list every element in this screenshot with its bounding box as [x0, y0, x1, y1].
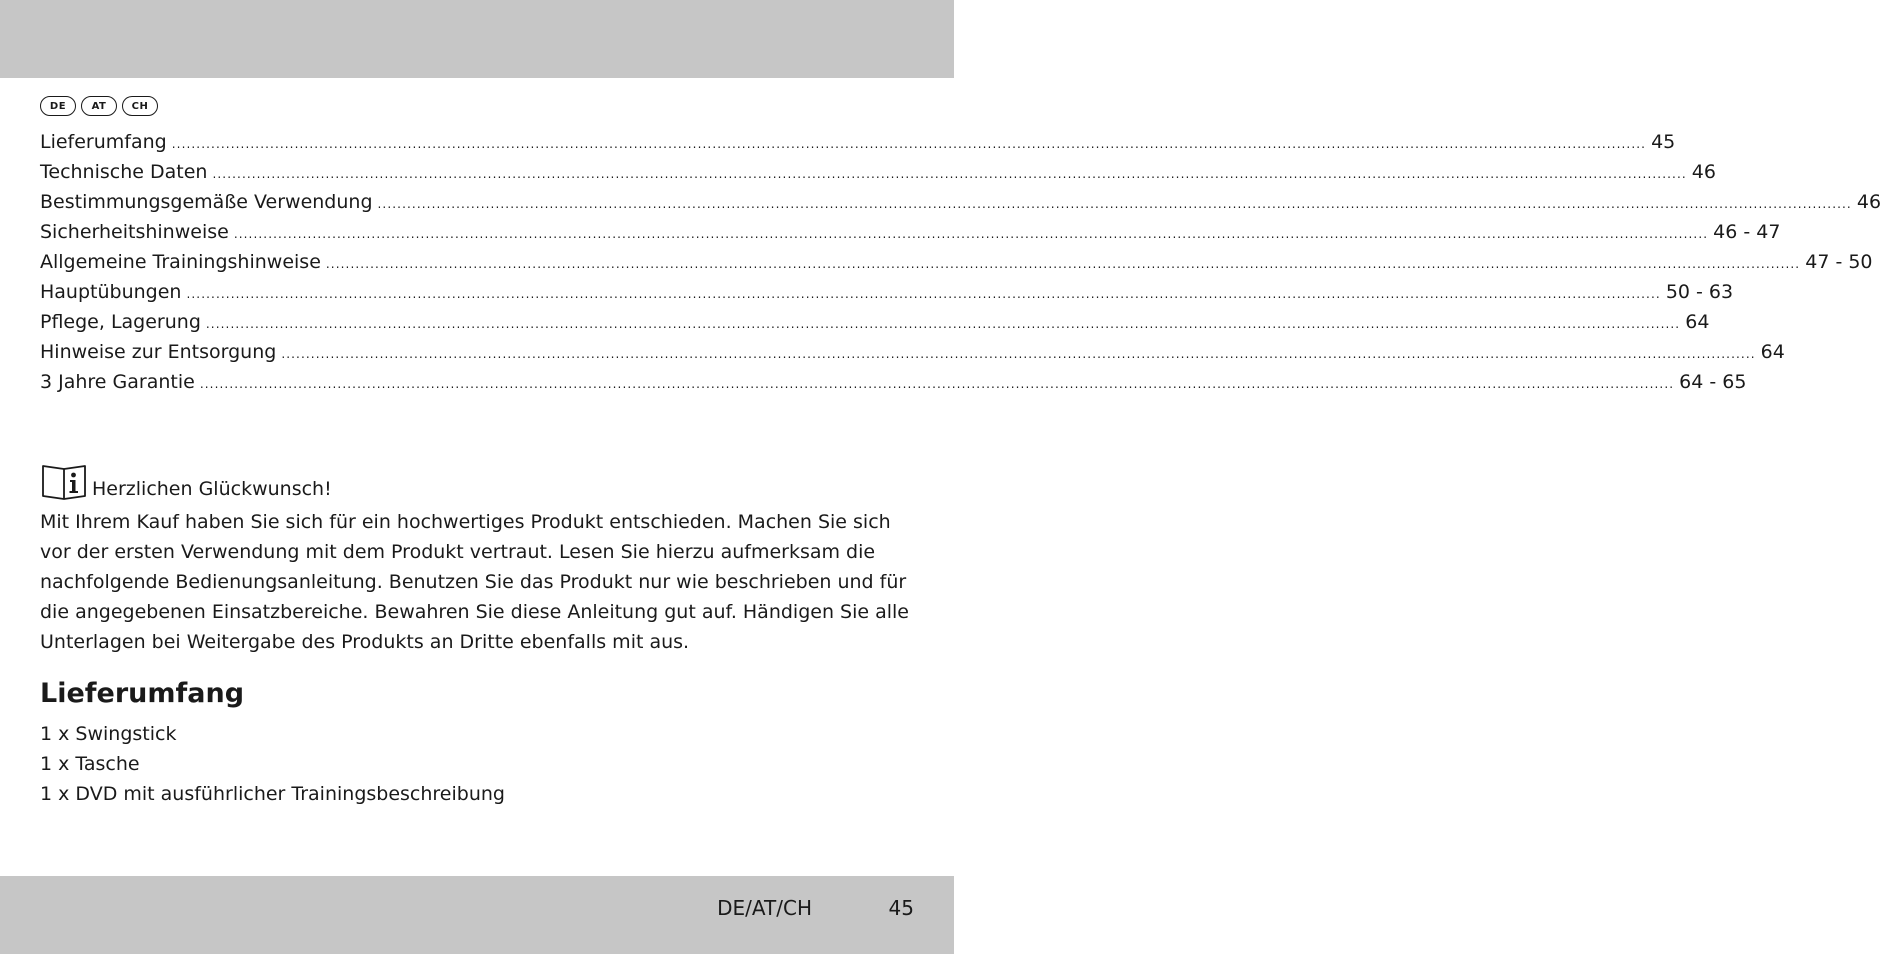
list-item: 1 x DVD mit ausführlicher Trainingsbeschreibung	[40, 783, 505, 805]
toc-title: Bestimmungsgemäße Verwendung	[40, 191, 373, 213]
toc-leader: ............................................................................................................................................................................................................................................................................................................	[186, 287, 1661, 301]
toc-page: 64	[1760, 341, 1785, 363]
toc-title: Hauptübungen	[40, 281, 182, 303]
toc-page: 46	[1856, 191, 1881, 213]
toc-entry-pflege[interactable]	[40, 307, 1710, 337]
toc-title: Lieferumfang	[40, 131, 167, 153]
page-number: 45	[888, 896, 914, 920]
toc-entry-technische-daten[interactable]	[40, 157, 1716, 187]
list-item: 1 x Tasche	[40, 753, 140, 775]
info-heading: Herzlichen Glückwunsch!	[92, 478, 332, 500]
toc-title: Allgemeine Trainingshinweise	[40, 251, 321, 273]
toc-title: Sicherheitshinweise	[40, 221, 229, 243]
badge-at: AT	[81, 96, 117, 116]
toc-entry-garantie[interactable]	[40, 367, 1747, 397]
table-of-contents	[40, 127, 1881, 397]
info-book-icon	[40, 462, 88, 502]
toc-entry-sicherheitshinweise[interactable]	[40, 217, 1781, 247]
badge-de: DE	[40, 96, 76, 116]
toc-title: Pflege, Lagerung	[40, 311, 201, 333]
intro-paragraph: Mit Ihrem Kauf haben Sie sich für ein hochwertiges Produkt entschieden. Machen Sie sich vor der ersten Verwendung mit dem Produkt vertraut. Lesen Sie hierzu aufmerksam die nachfolgende Bedienungsanleitung. Benutzen Sie das Produkt nur wie beschrieben und für die angegebenen Einsatzbereiche. Bewahren Sie diese Anleitung gut auf. Händigen Sie alle Unterlagen bei Weitergabe des Produkts an Dritte ebenfalls mit aus.	[40, 511, 909, 653]
toc-page: 64 - 65	[1679, 371, 1747, 393]
delivery-contents-list	[40, 719, 505, 809]
toc-page: 64	[1685, 311, 1710, 333]
toc-leader: ............................................................................................................................................................................................................................................................................................................	[205, 317, 1681, 331]
toc-entry-trainingshinweise[interactable]	[40, 247, 1873, 277]
info-heading-line	[40, 462, 332, 502]
toc-leader: ............................................................................................................................................................................................................................................................................................................	[281, 347, 1756, 361]
toc-leader: ............................................................................................................................................................................................................................................................................................................	[199, 377, 1675, 391]
toc-leader: ............................................................................................................................................................................................................................................................................................................	[171, 137, 1647, 151]
footer-region: DE/AT/CH	[717, 896, 812, 920]
country-badges	[40, 96, 158, 116]
toc-title: 3 Jahre Garantie	[40, 371, 195, 393]
toc-leader: ............................................................................................................................................................................................................................................................................................................	[233, 227, 1709, 241]
toc-page: 47 - 50	[1805, 251, 1873, 273]
toc-title: Technische Daten	[40, 161, 208, 183]
toc-leader: ............................................................................................................................................................................................................................................................................................................	[212, 167, 1687, 181]
toc-entry-hauptuebungen[interactable]	[40, 277, 1734, 307]
toc-page: 46	[1691, 161, 1716, 183]
badge-ch: CH	[122, 96, 158, 116]
toc-page: 50 - 63	[1665, 281, 1734, 303]
toc-page: 46 - 47	[1713, 221, 1781, 243]
list-item: 1 x Swingstick	[40, 723, 177, 745]
header-bar	[0, 0, 954, 78]
toc-leader: ............................................................................................................................................................................................................................................................................................................	[325, 257, 1801, 271]
toc-title: Hinweise zur Entsorgung	[40, 341, 277, 363]
toc-entry-lieferumfang[interactable]	[40, 127, 1676, 157]
toc-entry-entsorgung[interactable]	[40, 337, 1785, 367]
toc-page: 45	[1651, 131, 1676, 153]
toc-entry-verwendung[interactable]	[40, 187, 1881, 217]
section-title: Lieferumfang	[40, 678, 245, 709]
toc-leader: ............................................................................................................................................................................................................................................................................................................	[377, 197, 1852, 211]
